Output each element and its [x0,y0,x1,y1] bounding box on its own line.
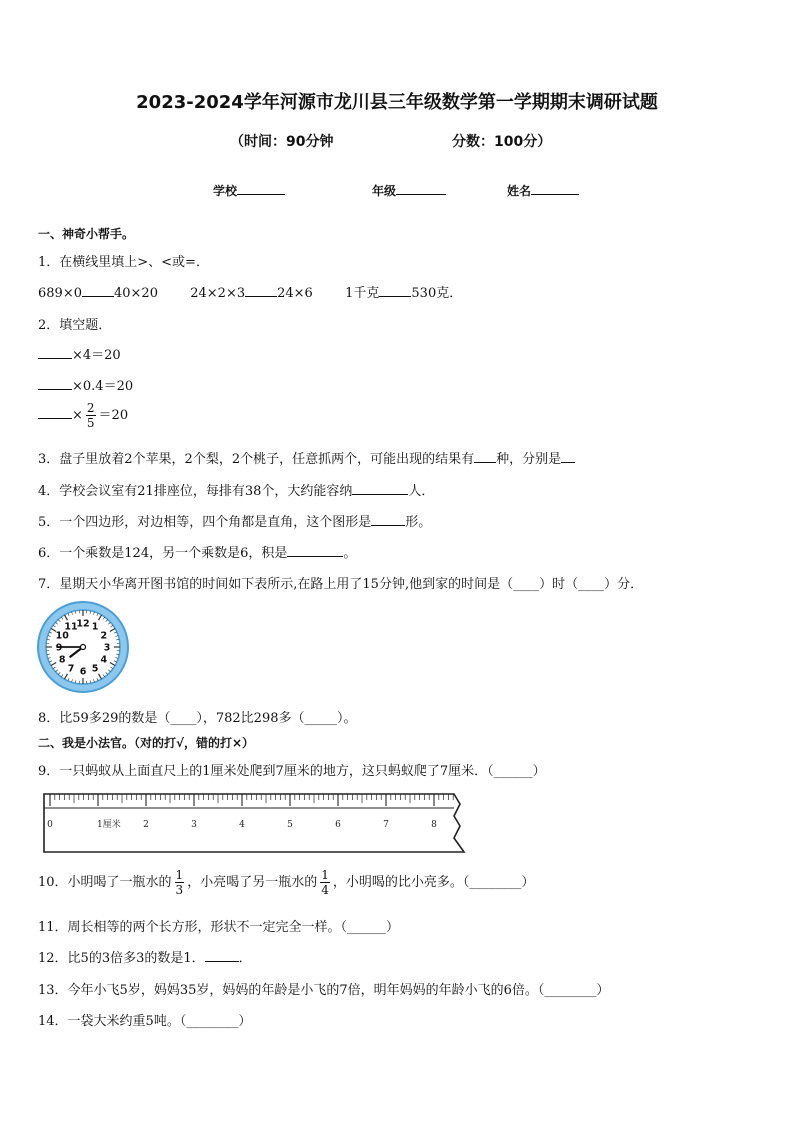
clock-number: 10 [55,630,69,642]
q3-blank-2[interactable] [561,450,575,463]
q2-expr-1: ×4＝20 [72,348,121,363]
question-1-items [38,282,462,301]
q10-numerator-2: 1 [321,868,329,882]
q1-c-left: 1千克 [345,286,380,301]
clock-number: 1 [91,621,99,633]
q5-blank[interactable] [371,513,405,526]
question-2: 2．填空题． [38,318,112,333]
q5-text: 5．一个四边形，对边相等，四个角都是直角，这个图形是 [38,515,372,530]
q2-denominator: 5 [86,416,95,430]
q12-end: ． [238,951,252,966]
ruler-image [40,790,470,856]
q10-numerator-1: 1 [175,868,184,882]
q1-b-blank[interactable] [245,284,277,297]
q2-times: × [72,408,83,423]
q10-fraction-1 [175,868,185,897]
question-1: 1．在横线里填上>、<或=． [38,255,209,270]
q2-line-3 [38,401,128,430]
ruler-label: 2 [143,820,149,830]
q2-fraction [86,401,96,430]
section-1-heading: 一、神奇小帮手。 [38,227,135,241]
q2-blank-3[interactable] [38,406,72,419]
question-3 [38,448,575,467]
clock-center-pin [81,645,86,650]
grade-label: 年级 [372,184,397,198]
grade-field[interactable] [372,182,446,199]
q4-end: 人． [408,484,435,499]
q4-text: 4．学校会议室有21排座位，每排有38个，大约能容纳 [38,484,353,499]
q10-denominator-2: 4 [321,883,329,897]
ruler-label: 5 [287,820,293,830]
name-field[interactable] [507,182,579,199]
q5-end: 形。 [405,515,432,530]
q1-a-right: 40×20 [113,286,158,301]
question-4 [38,480,434,499]
q3-blank-1[interactable] [474,450,496,463]
ruler-label: 0 [47,820,53,830]
q1-c-blank[interactable] [379,284,411,297]
question-13: 13．今年小飞5岁，妈妈35岁，妈妈的年龄是小飞的7倍，明年妈妈的年龄小飞的6倍。（________） [38,983,610,998]
clock-number: 9 [55,642,63,654]
ruler-label: 1厘米 [97,820,121,830]
page-title: 2023-2024学年河源市龙川县三年级数学第一学期期末调研试题 [136,92,658,113]
section-2-heading: 二、我是小法官。（对的打√，错的打×） [38,736,255,750]
question-14: 14．一袋大米约重5吨。（________） [38,1014,252,1029]
exam-time: （时间：90分钟 [230,134,334,150]
question-10 [38,868,534,897]
name-label: 姓名 [507,184,532,198]
q4-blank[interactable] [352,482,408,495]
q3-mid: 种，分别是 [496,452,562,467]
q2-numerator: 2 [86,401,95,415]
q12-blank[interactable] [205,949,239,962]
exam-score: 分数：100分） [452,134,552,150]
q10-text-b: ，小亮喝了另一瓶水的 [187,875,318,890]
q6-blank[interactable] [287,544,343,557]
q2-expr-2: ×0.4＝20 [72,379,134,394]
q10-fraction-2 [320,868,330,897]
clock-image [36,600,132,694]
name-blank[interactable] [531,182,579,195]
q2-line-1 [38,344,121,363]
ruler-label: 6 [335,820,341,830]
q1-a-left: 689×0 [38,286,82,301]
q2-blank-2[interactable] [38,377,72,390]
ruler-label: 8 [431,820,437,830]
q1-c-right: 530克． [411,286,463,301]
school-blank[interactable] [237,182,285,195]
q2-eq: ＝20 [98,408,129,423]
clock-number: 2 [100,630,108,642]
question-7: 7．星期天小华离开图书馆的时间如下表所示,在路上用了15分钟,他到家的时间是（____）时（____）分． [38,577,644,592]
q6-text: 6．一个乘数是124，另一个乘数是6，积是 [38,546,288,561]
question-11: 11．周长相等的两个长方形，形状不一定完全一样。（______） [38,920,400,935]
school-label: 学校 [213,184,238,198]
clock-number: 5 [91,663,99,675]
clock-number: 4 [100,654,108,666]
q10-text-a: 10．小明喝了一瓶水的 [38,875,172,890]
question-9: 9．一只蚂蚁从上面直尺上的1厘米处爬到7厘米的地方，这只蚂蚁爬了7厘米．（______） [38,764,546,779]
question-6 [38,542,356,561]
question-8: 8．比59多29的数是（____），782比298多（_____）。 [38,711,357,726]
ruler-label: 3 [191,820,197,830]
q12-text: 12．比5的3倍多3的数是1． [38,951,205,966]
q1-a-blank[interactable] [82,284,114,297]
q10-text-c: ，小明喝的比小亮多。（________） [332,875,535,890]
question-5 [38,511,431,530]
school-field[interactable] [213,182,285,199]
clock-number: 3 [103,642,111,654]
q2-line-2 [38,375,133,394]
ruler-label: 4 [239,820,245,830]
question-12 [38,947,252,966]
q1-b-right: 24×6 [277,286,313,301]
clock-number: 8 [58,654,66,666]
clock-number: 12 [76,618,90,630]
q2-blank-1[interactable] [38,346,72,359]
ruler-label: 7 [383,820,389,830]
clock-number: 11 [64,621,78,633]
q6-end: 。 [343,546,357,561]
q1-b-left: 24×2×3 [190,286,246,301]
clock-number: 6 [79,666,87,678]
clock-number: 7 [67,663,75,675]
grade-blank[interactable] [396,182,446,195]
q10-denominator-1: 3 [175,883,184,897]
q3-text: 3．盘子里放着2个苹果，2个梨，2个桃子，任意抓两个，可能出现的结果有 [38,452,475,467]
